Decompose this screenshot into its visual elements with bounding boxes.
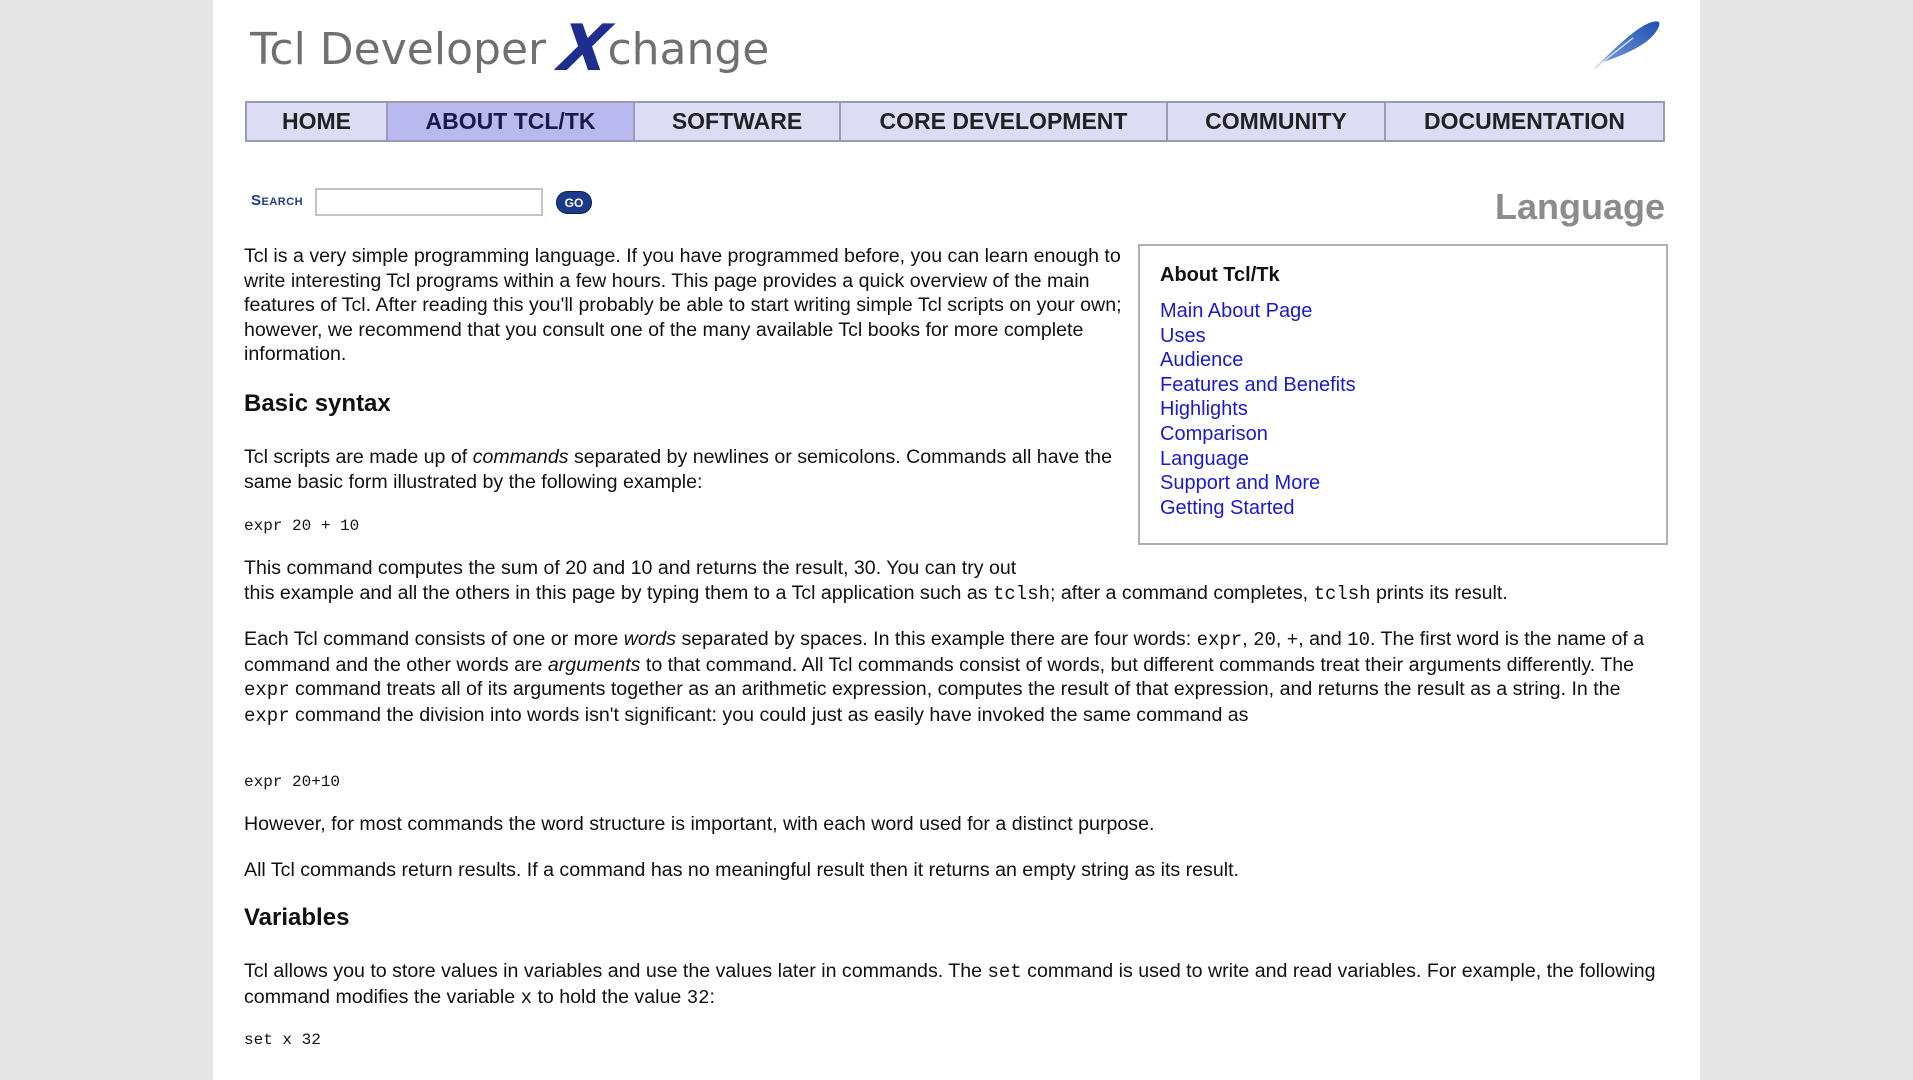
logo-prefix: Tcl Developer [250, 24, 561, 75]
nav-software[interactable]: SOFTWARE [635, 103, 841, 140]
sidebar-link-main-about[interactable]: Main About Page [1160, 300, 1313, 322]
nav-documentation[interactable]: DOCUMENTATION [1423, 108, 1625, 134]
text: to hold the value [532, 985, 687, 1008]
paragraph-results: All Tcl commands return results. If a command has no meaningful result then it returns an empty string as its result. [244, 859, 1239, 881]
code-example-1: expr 20 + 10 [244, 517, 360, 535]
sidebar-link-language[interactable]: Language [1160, 447, 1249, 470]
go-button[interactable]: GO [556, 191, 592, 214]
text: , [1242, 628, 1254, 650]
emphasis: arguments [547, 653, 641, 676]
intro-paragraph: Tcl is a very simple programming language. If you have programmed before, you can learn enough to write interesting Tcl programs within a few hours. This page provides a quick overview of the main features of Tcl. After reading this you'll probably be able to start writing simple Tcl scripts on your own; however, we recommend that you consult one of the many available Tcl books for more complete information. [244, 245, 1122, 366]
paragraph-commands [244, 445, 1124, 494]
inline-code: expr [1196, 629, 1243, 651]
page-title: Language [1494, 186, 1665, 227]
text: separated by spaces. In this example there are four words: [676, 628, 1197, 650]
feather-icon [1593, 14, 1663, 70]
text: prints its result. [1370, 581, 1508, 604]
sidebar-link-support[interactable]: Support and More [1160, 472, 1321, 495]
inline-code: 10 [1347, 629, 1371, 651]
text: , and [1298, 628, 1348, 650]
heading-basic-syntax: Basic syntax [244, 390, 391, 417]
site-logo[interactable] [250, 12, 770, 86]
text: : [709, 985, 715, 1008]
page [213, 0, 1700, 1080]
text: command is used to write and read variables. For example, the following command modifies the variable [244, 960, 1656, 1008]
inline-code: tclsh [993, 582, 1051, 605]
text: ; after a command completes, [1050, 581, 1314, 604]
sidebar-link-uses[interactable]: Uses [1160, 324, 1206, 347]
text: , [1275, 628, 1287, 650]
sidebar-link-getting-started[interactable]: Getting Started [1160, 496, 1295, 519]
inline-code: 32 [686, 986, 710, 1009]
nav-home[interactable]: HOME [247, 103, 388, 140]
heading-variables: Variables [244, 904, 350, 931]
text: Tcl allows you to store values in variables and use the values later in commands. The [244, 960, 988, 982]
inline-code: expr [244, 679, 290, 702]
text: Tcl scripts are made up of [244, 446, 473, 468]
inline-code: expr [244, 704, 290, 727]
sidebar-link-features[interactable]: Features and Benefits [1160, 373, 1356, 396]
text: Each Tcl command consists of one or more [244, 628, 624, 650]
search-label: Search [251, 192, 304, 209]
main-nav [245, 101, 1665, 142]
sidebar-link-audience[interactable]: Audience [1160, 349, 1244, 372]
inline-code: x [520, 986, 533, 1009]
paragraph-variables [244, 959, 1669, 1010]
logo-x: X [554, 12, 615, 86]
text: command treats all of its arguments together as an arithmetic expression, computes the result of that expression, and returns the result as a string. In the [289, 678, 1621, 701]
emphasis: commands [472, 446, 569, 468]
text: to that command. All Tcl commands consist of words, but different commands treat their arguments differently. The [640, 653, 1635, 676]
code-example-3: set x 32 [244, 1031, 321, 1049]
about-sidebar [1138, 244, 1668, 545]
paragraph-words [244, 627, 1669, 728]
nav-community[interactable]: COMMUNITY [1168, 103, 1386, 140]
paragraph-word-structure: However, for most commands the word structure is important, with each word used for a distinct purpose. [244, 813, 1155, 835]
inline-code: tclsh [1313, 582, 1371, 605]
logo-suffix: change [607, 24, 770, 75]
inline-code: + [1286, 629, 1299, 651]
sidebar-title: About Tcl/Tk [1160, 264, 1280, 286]
paragraph-compute [244, 556, 1508, 606]
code-example-2: expr 20+10 [244, 773, 341, 791]
inline-code: 20 [1253, 629, 1276, 651]
inline-code: set [987, 961, 1022, 983]
text: this example and all the others in this page by typing them to a Tcl application such as [244, 581, 993, 604]
search-input[interactable] [315, 188, 543, 216]
sidebar-link-comparison[interactable]: Comparison [1160, 422, 1268, 445]
nav-core-development[interactable]: CORE DEVELOPMENT [841, 103, 1168, 140]
text: separated by newlines or semicolons. Commands all have the same basic form illustrated by the following example: [244, 446, 1112, 493]
emphasis: words [623, 628, 676, 650]
sidebar-link-highlights[interactable]: Highlights [1160, 398, 1248, 421]
text: This command computes the sum of 20 and 10 and returns the result, 30. You can try out [244, 557, 1017, 579]
text: command the division into words isn't significant: you could just as easily have invoked the same command as [289, 703, 1249, 726]
text: . The first word is the name of a command and the other words are [244, 628, 1645, 676]
nav-about[interactable]: ABOUT TCL/TK [388, 103, 635, 140]
